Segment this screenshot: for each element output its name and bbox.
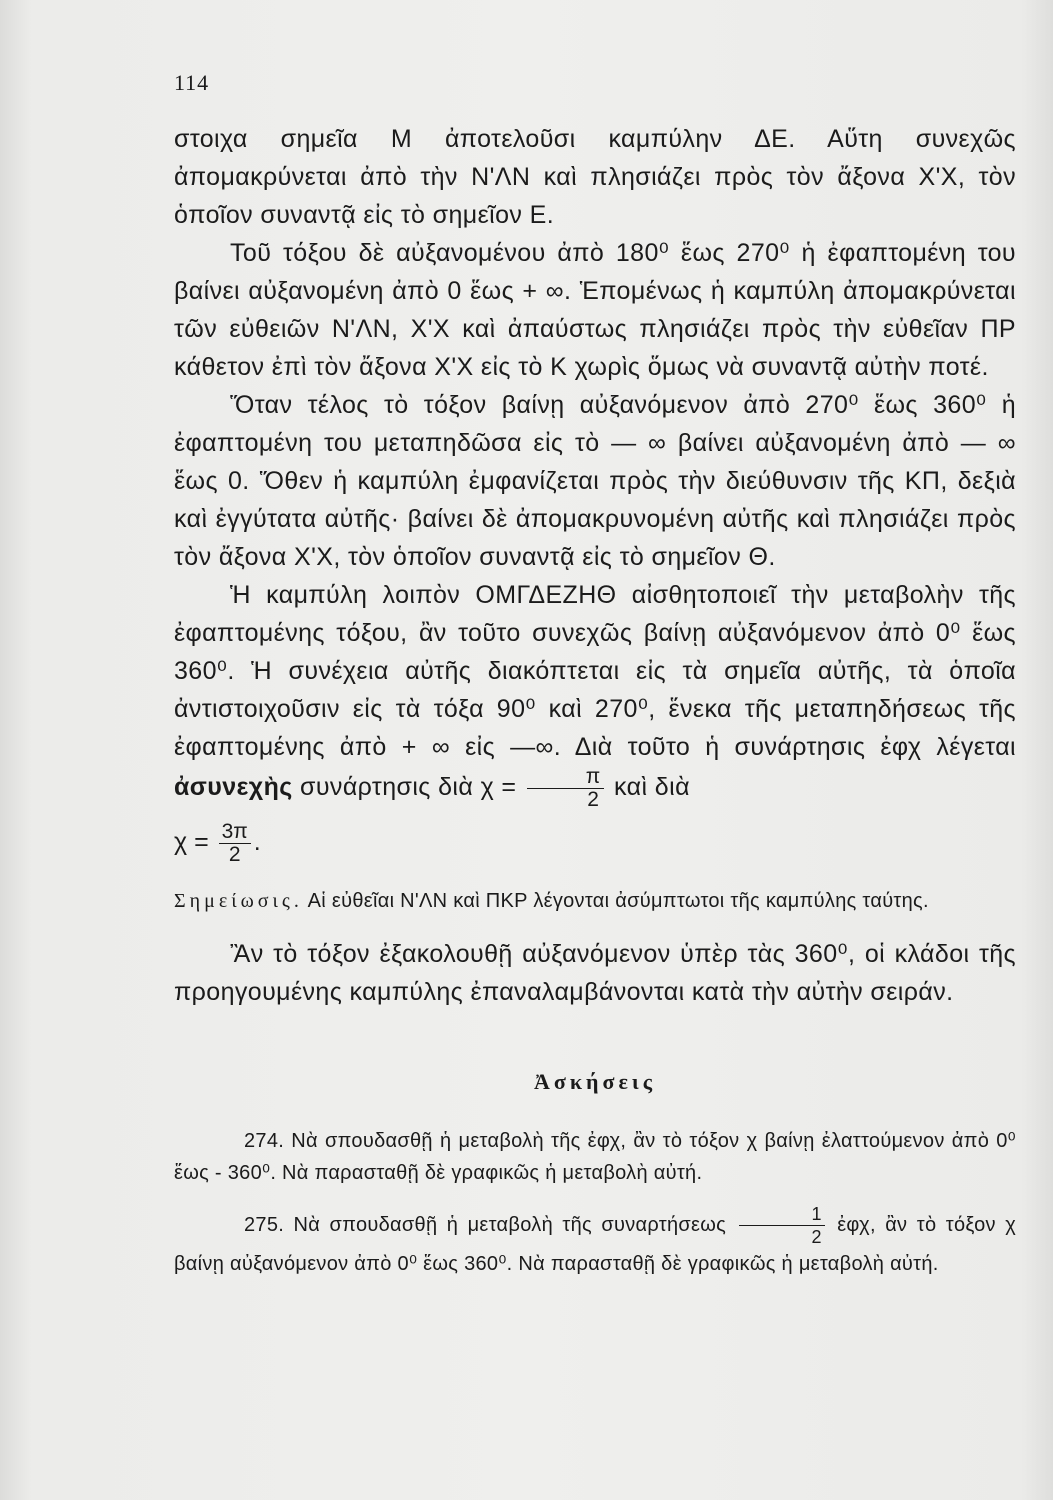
paragraph-4-text-b: συνάρτησις διὰ χ = bbox=[300, 773, 517, 802]
formula-x-equals: χ = bbox=[174, 828, 209, 856]
fraction-numerator: 3π bbox=[219, 821, 251, 844]
fraction-denominator: 2 bbox=[587, 788, 600, 811]
exercises-heading: Ἀσκήσεις bbox=[533, 1069, 657, 1094]
page-number: 114 bbox=[174, 70, 210, 95]
exercise-275 bbox=[174, 1203, 1016, 1280]
fraction-one-half bbox=[739, 1203, 825, 1248]
fraction-pi-over-2 bbox=[527, 766, 604, 811]
note bbox=[174, 885, 1016, 917]
paragraph-4-text-c: καὶ διὰ bbox=[614, 773, 690, 802]
exercise-275-text-b: ἐφχ, ἂν τὸ τόξον χ βαίνῃ αὐξανόμενον ἀπὸ 0⁰ ἕως 360⁰. Νὰ παρασταθῇ δὲ γραφικῶς ἡ μεταβολὴ αὐτή. bbox=[174, 1213, 1016, 1275]
fraction-3pi-over-2 bbox=[219, 821, 251, 866]
bold-term-discontinuous: ἀσυνεχὴς bbox=[174, 773, 293, 802]
formula-period: . bbox=[253, 828, 261, 856]
exercise-275-text-a: 275. Νὰ σπουδασθῇ ἡ μεταβολὴ τῆς συναρτήσεως bbox=[244, 1213, 727, 1236]
fraction-numerator: 1 bbox=[739, 1203, 825, 1226]
paragraph-2: Τοῦ τόξου δὲ αὐξανομένου ἀπὸ 180⁰ ἕως 270⁰ ἡ ἐφαπτομένη του βαίνει αὐξανομένη ἀπὸ 0 ἕως + ∞. Ἑπομένως ἡ καμπύλη ἀπομακρύνεται τῶν εὐθειῶν Ν'ΛΝ, Χ'Χ καὶ ἀπαύστως πλησιάζει πρὸς τὴν εὐθεῖαν ΠΡ κάθετον ἐπὶ τὸν ἄξονα Χ'Χ εἰς τὸ Κ χωρὶς ὅμως νὰ συναντᾷ αὐτὴν ποτέ. bbox=[174, 239, 1016, 381]
paragraph-4 bbox=[174, 576, 1016, 811]
formula-line bbox=[174, 817, 1016, 867]
fraction-denominator: 2 bbox=[228, 842, 241, 866]
body-text bbox=[174, 120, 1016, 1280]
exercise-274: 274. Νὰ σπουδασθῇ ἡ μεταβολὴ τῆς ἐφχ, ἂν τὸ τόξον χ βαίνῃ ἐλαττούμενον ἀπὸ 0⁰ ἕως - 360⁰. Νὰ παρασταθῇ δὲ γραφικῶς ἡ μεταβολὴ αὐτή. bbox=[174, 1130, 1016, 1184]
note-label: Σημείωσις. bbox=[174, 890, 303, 912]
paragraph-1: στοιχα σημεῖα Μ ἀποτελοῦσι καμπύλην ΔΕ. Αὕτη συνεχῶς ἀπομακρύνεται ἀπὸ τὴν Ν'ΛΝ καὶ πλησιάζει πρὸς τὸν ἄξονα Χ'Χ, τὸν ὁποῖον συναντᾷ εἰς τὸ σημεῖον Ε. bbox=[174, 125, 1016, 229]
paragraph-4-text-a: Ἡ καμπύλη λοιπὸν ΟΜΓΔΕΖΗΘ αἰσθητοποιεῖ τὴν μεταβολὴν τῆς ἐφαπτομένης τόξου, ἂν τοῦτο συνεχῶς βαίνῃ αὐξανόμενον ἀπὸ 0⁰ ἕως 360⁰. Ἡ συνέχεια αὐτῆς διακόπτεται εἰς τὰ σημεῖα αὐτῆς, τὰ ὁποῖα ἀντιστοιχοῦσιν εἰς τὰ τόξα 90⁰ καὶ 270⁰, ἕνεκα τῆς μεταπηδήσεως τῆς ἐφαπτομένης ἀπὸ + ∞ εἰς —∞. Διὰ τοῦτο ἡ συνάρτησις ἐφχ λέγεται bbox=[174, 581, 1016, 761]
paragraph-3: Ὅταν τέλος τὸ τόξον βαίνῃ αὐξανόμενον ἀπὸ 270⁰ ἕως 360⁰ ἡ ἐφαπτομένη του μεταπηδῶσα εἰς τὸ — ∞ βαίνει αὐξανομένη ἀπὸ — ∞ ἕως 0. Ὅθεν ἡ καμπύλη ἐμφανίζεται πρὸς τὴν διεύθυνσιν τῆς ΚΠ, δεξιὰ καὶ ἐγγύτατα αὐτῆς· βαίνει δὲ ἀπομακρυνομένη αὐτῆς καὶ πλησιάζει πρὸς τὸν ἄξονα Χ'Χ, τὸν ὁποῖον συναντᾷ εἰς τὸ σημεῖον Θ. bbox=[174, 391, 1016, 571]
fraction-numerator: π bbox=[527, 766, 604, 789]
note-text: Αἱ εὐθεῖαι Ν'ΛΝ καὶ ΠΚΡ λέγονται ἀσύμπτωτοι τῆς καμπύλης ταύτης. bbox=[307, 890, 929, 912]
paragraph-5: Ἂν τὸ τόξον ἐξακολουθῇ αὐξανόμενον ὑπὲρ τὰς 360⁰, οἱ κλάδοι τῆς προηγουμένης καμπύλης ἐπαναλαμβάνονται κατὰ τὴν αὐτὴν σειράν. bbox=[174, 940, 1016, 1006]
fraction-denominator: 2 bbox=[811, 1227, 822, 1247]
